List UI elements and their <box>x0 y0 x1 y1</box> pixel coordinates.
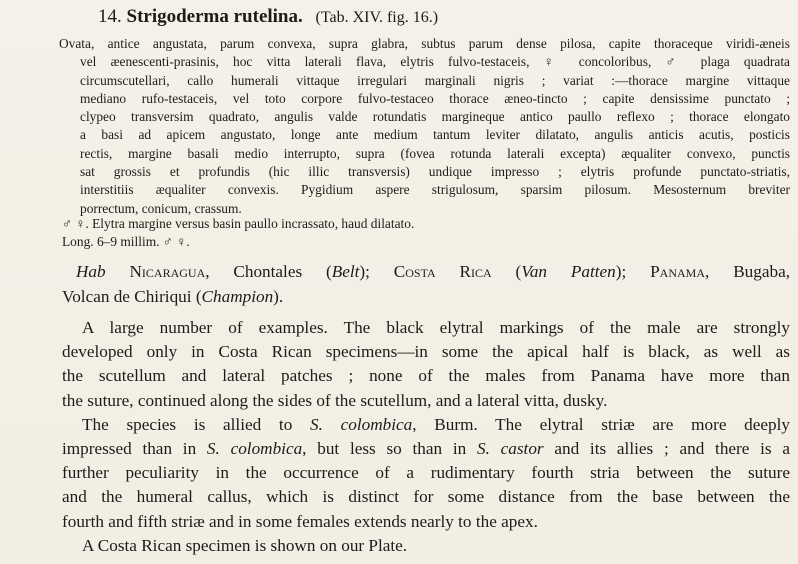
locality-detail: , Chontales ( <box>205 262 332 281</box>
sex-note: ♂ ♀. Elytra margine versus basin paullo incrassato, haud dilatato. <box>62 216 415 231</box>
habitat-label: Hab <box>76 262 106 281</box>
species-heading <box>98 6 438 28</box>
text-run: and its allies ; and there is a <box>543 439 790 459</box>
collector: Belt <box>331 262 360 281</box>
description-line: porrectum, conicum, crassum. <box>80 200 242 216</box>
text-run: , Burm. The elytral striæ are more deeply <box>412 414 790 434</box>
body-line: A large number of examples. The black elytral markings of the male are strongly <box>82 318 790 337</box>
habitat-line <box>62 284 790 309</box>
locality-detail: ). <box>273 287 284 306</box>
species-ref: S. colombica <box>206 439 303 459</box>
description-line: vel æenescenti-prasinis, hoc vitta laterali flava, elytris fulvo-testaceis, ♀ concoloribus, ♂ plaga quadrata <box>80 54 790 70</box>
description-line: mediano rufo-testaceis, vel toto corpore fulvo-testaceo thorace æneo-tincto ; capite densissime punctato ; <box>80 90 790 106</box>
species-name: Strigoderma rutelina. <box>126 6 303 27</box>
text-run: The species is allied to <box>82 414 311 434</box>
body-line: A Costa Rican specimen is shown on our Plate. <box>82 535 408 555</box>
commentary <box>62 316 790 558</box>
locality-detail: Volcan de Chiriqui ( <box>62 287 202 306</box>
body-line: and the humeral callus, which is distinct for some distance from the base between the <box>62 487 790 507</box>
description-line: clypeo transversim quadrato, angulis valde rotundatis margineque antico paullo reflexo ; thorace elongato <box>80 109 790 125</box>
body-line <box>82 413 790 437</box>
description-line: circumscutellari, callo humerali vittaque irregulari marginali nigris ; variat :—thorace margine vittaque <box>80 72 790 88</box>
species-ref: S. castor <box>476 439 544 459</box>
body-line: developed only in Costa Rican specimens—in some the apical half is black, as well as <box>62 342 790 362</box>
collector: Champion <box>201 287 274 306</box>
description-line: Ovata, antice angustata, parum convexa, supra glabra, subtus parum dense pilosa, capite thoraceque viridi-æneis <box>59 36 790 51</box>
habitat-line <box>76 259 790 284</box>
description-line: sat grossis et profundis (hic illic transversis) undique impresso ; elytris profunde punctato-striatis, <box>80 164 790 180</box>
locality-detail: , Bugaba, <box>705 262 790 281</box>
collector: Van Patten <box>521 262 616 281</box>
text-run: impressed than in <box>62 439 207 459</box>
locality: Nicaragua <box>129 262 206 281</box>
locality-detail: ( <box>491 262 522 281</box>
description-line: a basi ad apicem angustato, longe ante medium tantum leviter dilatato, angulis anticis acutis, posticis <box>80 127 790 143</box>
locality: Panama <box>650 262 706 281</box>
latin-description <box>59 35 790 218</box>
separator: ); <box>615 262 651 281</box>
body-line: further peculiarity in the occurrence of a rudimentary fourth stria between the suture <box>62 463 790 483</box>
body-line: fourth and fifth striæ and in some females extends nearly to the apex. <box>62 511 538 531</box>
description-line: rectis, margine basali medio interrupto, supra (fovea rotunda laterali excepta) æqualiter convexo, punctis <box>80 145 790 161</box>
species-number: 14. <box>98 6 122 27</box>
length-note: Long. 6–9 millim. ♂ ♀. <box>62 234 190 249</box>
locality: Costa Rica <box>393 262 492 281</box>
body-line: the scutellum and lateral patches ; none of the males from Panama have more than <box>62 366 790 386</box>
habitat-section <box>62 259 790 309</box>
description-line: interstitiis æqualiter convexis. Pygidium aspere strigulosum, sparsim pilosum. Mesosternum breviter <box>80 182 790 198</box>
body-line: the suture, continued along the sides of the scutellum, and a lateral vitta, dusky. <box>62 390 608 410</box>
species-ref: S. colombica <box>310 414 413 434</box>
text-run: , but less so than in <box>302 439 477 459</box>
plate-reference: (Tab. XIV. fig. 16.) <box>315 9 439 26</box>
body-line <box>62 437 790 461</box>
separator: ); <box>359 262 394 281</box>
